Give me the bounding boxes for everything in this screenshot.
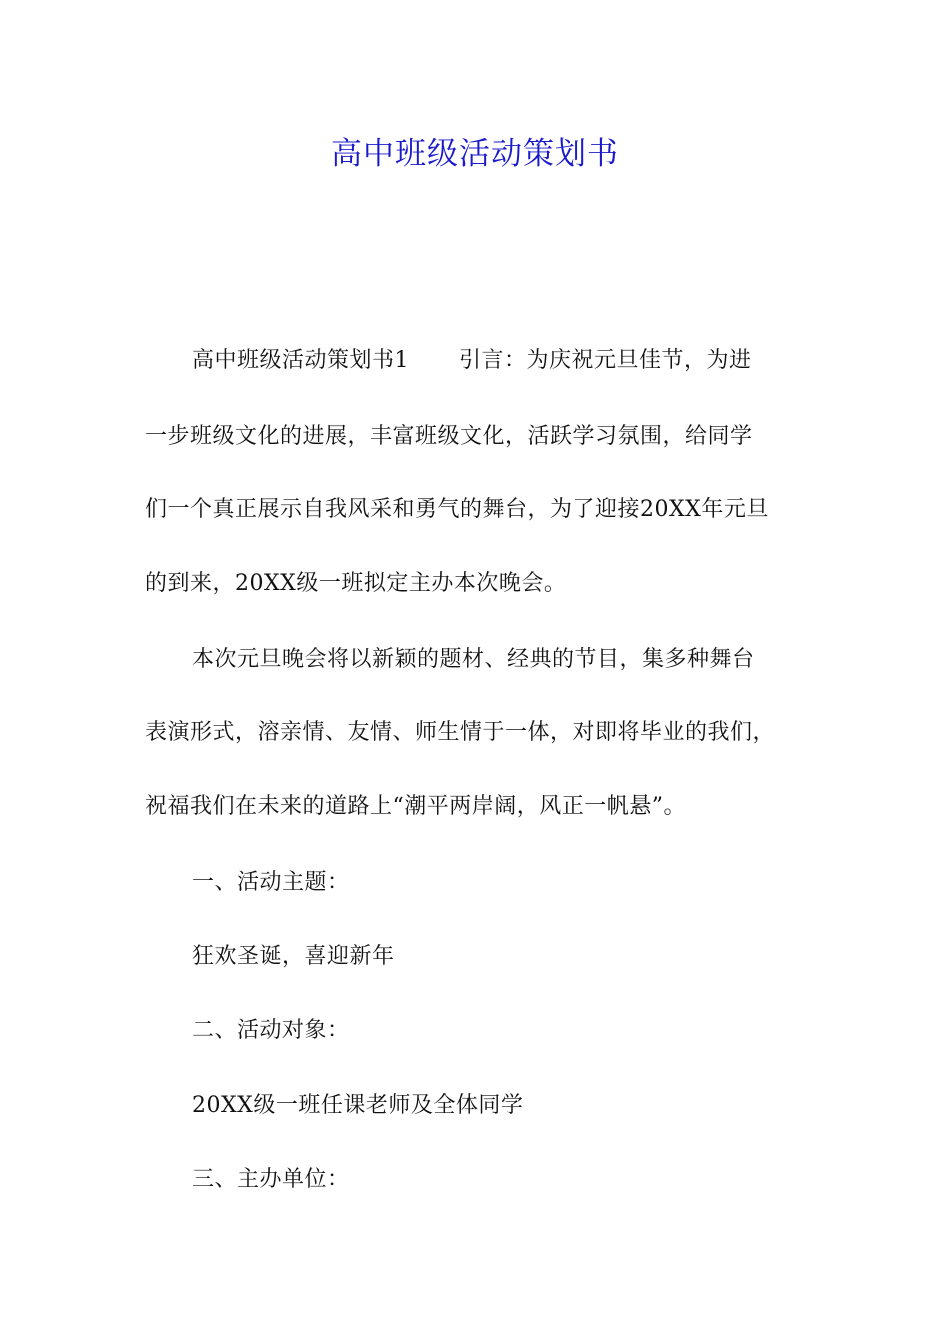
paragraph-1-line-4: 的到来，20XX级一班拟定主办本次晚会。 xyxy=(145,571,567,596)
paragraph-1-line-1 xyxy=(192,341,892,381)
section-3-heading: 三、主办单位： xyxy=(192,1167,350,1192)
section-1-heading: 一、活动主题： xyxy=(192,870,350,895)
section-2-heading: 二、活动对象： xyxy=(192,1018,350,1043)
paragraph-2-line-3: 祝福我们在未来的道路上“潮平两岸阔，风正一帆悬”。 xyxy=(145,794,686,819)
paragraph-2-line-1: 本次元旦晚会将以新颖的题材、经典的节目，集多种舞台 xyxy=(192,647,755,672)
paragraph-1-line-3: 们一个真正展示自我风采和勇气的舞台，为了迎接20XX年元旦 xyxy=(145,497,769,522)
paragraph-2-line-2: 表演形式，溶亲情、友情、师生情于一体，对即将毕业的我们， xyxy=(145,720,776,745)
paragraph-1-line-2: 一步班级文化的进展，丰富班级文化，活跃学习氛围，给同学 xyxy=(145,424,753,449)
document-title: 高中班级活动策划书 xyxy=(331,136,619,172)
paragraph-1-line-1-rest: 引言：为庆祝元旦佳节，为进 xyxy=(459,348,752,373)
paragraph-1-lead: 高中班级活动策划书1 xyxy=(192,348,409,373)
section-1-content: 狂欢圣诞，喜迎新年 xyxy=(192,944,395,969)
section-2-content: 20XX级一班任课老师及全体同学 xyxy=(192,1093,524,1118)
